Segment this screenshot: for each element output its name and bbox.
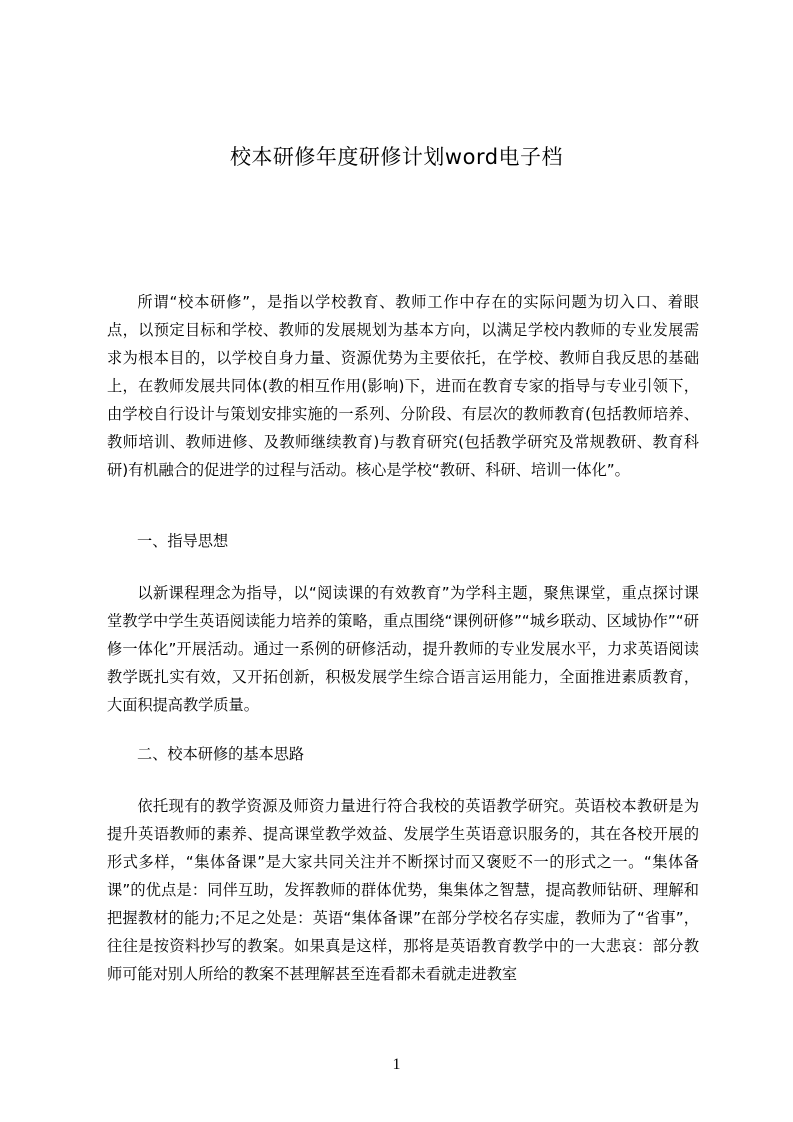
intro-paragraph: 所谓“校本研修”，是指以学校教育、教师工作中存在的实际问题为切入口、着眼点，以预定目标和学校、教师的发展规划为基本方向，以满足学校内教师的专业发展需求为根本目的，以学校自身力量、资源优势为主要依托，在学校、教师自我反思的基础上，在教师发展共同体(教的相互作用(影响)下，进而在教育专家的指导与专业引领下，由学校自行设计与策划安排实施的一系列、分阶段、有层次的教师教育(包括教师培养、教师培训、教师进修、及教师继续教育)与教育研究(包括教学研究及常规教研、教育科研)有机融合的促进学的过程与活动。核心是学校“教研、科研、培训一体化”。 bbox=[107, 293, 699, 479]
basic-approach-paragraph: 依托现有的教学资源及师资力量进行符合我校的英语教学研究。英语校本教研是为提升英语教师的素养、提高课堂教学效益、发展学生英语意识服务的，其在各校开展的形式多样，“集体备课”是大家共同关注并不断探讨而又褒贬不一的形式之一。“集体备课”的优点是：同伴互助，发挥教师的群体优势，集集体之智慧，提高教师钻研、理解和把握教材的能力;不足之处是：英语“集体备课”在部分学校名存实虚，教师为了“省事”，往往是按资料抄写的教案。如果真是这样，那将是英语教育教学中的一大悲哀：部分教师可能对别人所给的教案不甚理解甚至连看都未看就走进教室 bbox=[107, 797, 699, 983]
section-heading-guiding-ideology: 一、指导思想 bbox=[137, 532, 229, 550]
page-number: 1 bbox=[392, 1056, 401, 1073]
section-heading-basic-approach: 二、校本研修的基本思路 bbox=[137, 745, 305, 763]
document-title: 校本研修年度研修计划word电子档 bbox=[229, 145, 564, 169]
guiding-ideology-paragraph: 以新课程理念为指导，以“阅读课的有效教育”为学科主题，聚焦课堂，重点探讨课堂教学中学生英语阅读能力培养的策略，重点围绕“课例研修”“城乡联动、区域协作”“研修一体化”开展活动。通过一系例的研修活动，提升教师的专业发展水平，力求英语阅读教学既扎实有效，又开拓创新，积极发展学生综合语言运用能力，全面推进素质教育，大面积提高教学质量。 bbox=[107, 584, 699, 714]
